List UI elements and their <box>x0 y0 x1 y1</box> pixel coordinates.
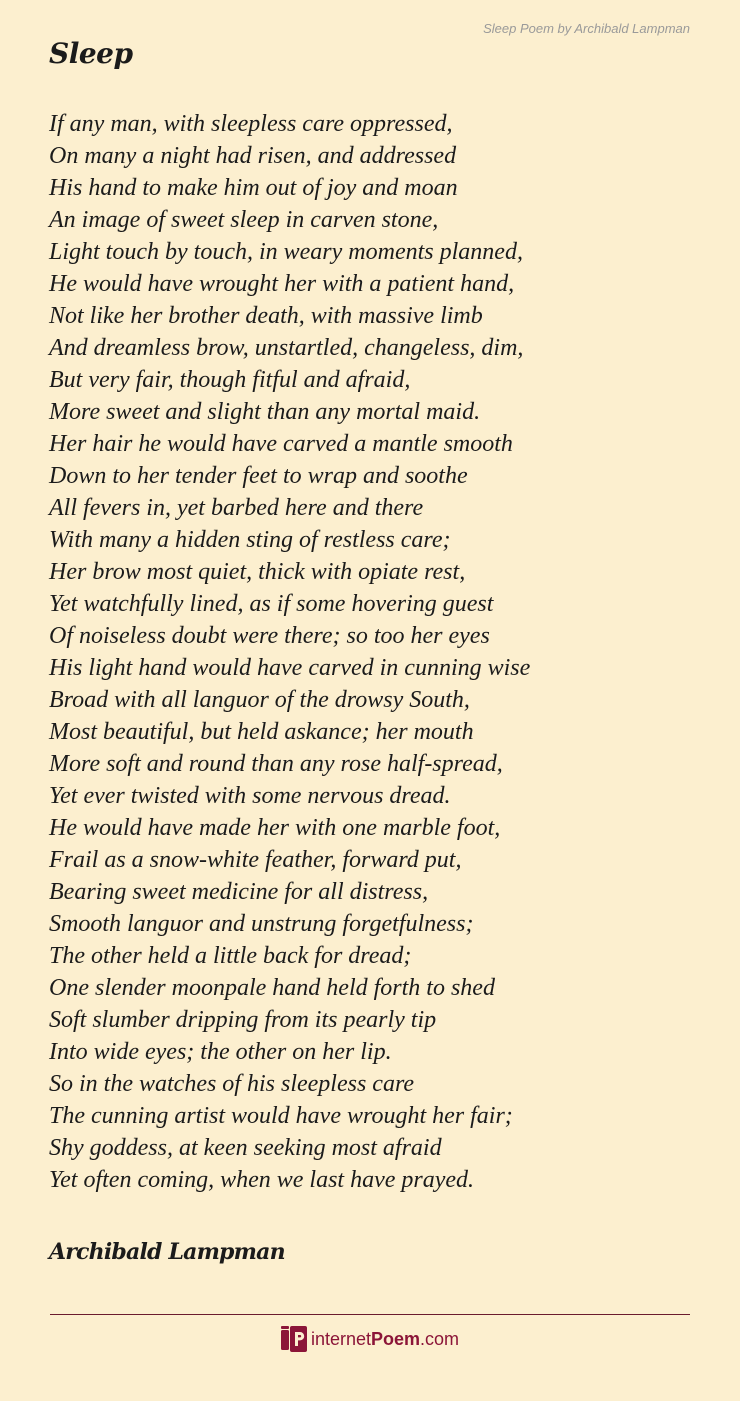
poem-line: Yet watchfully lined, as if some hovering guest <box>49 591 494 617</box>
header-meta: Sleep Poem by Archibald Lampman <box>483 21 690 36</box>
poem-line: Yet ever twisted with some nervous dread. <box>49 783 451 809</box>
poem-line: The other held a little back for dread; <box>49 943 412 969</box>
poem-line: Light touch by touch, in weary moments planned, <box>49 239 523 265</box>
poem-author: Archibald Lampman <box>49 1239 285 1265</box>
poem-line: He would have wrought her with a patient hand, <box>49 271 515 297</box>
poem-line: He would have made her with one marble foot, <box>49 815 501 841</box>
poem-body <box>49 108 709 1196</box>
poem-line: More soft and round than any rose half-spread, <box>49 751 503 777</box>
poem-line: Her brow most quiet, thick with opiate rest, <box>49 559 466 585</box>
poem-line: One slender moonpale hand held forth to shed <box>49 975 495 1001</box>
poem-line: But very fair, though fitful and afraid, <box>49 367 411 393</box>
poem-line: Down to her tender feet to wrap and soothe <box>49 463 468 489</box>
poem-line: His light hand would have carved in cunning wise <box>49 655 531 681</box>
internetpoem-logo-icon <box>281 1326 307 1352</box>
brand-prefix: internet <box>310 1328 371 1349</box>
footer-brand-link[interactable] <box>0 1326 740 1352</box>
poem-line: His hand to make him out of joy and moan <box>49 175 458 201</box>
poem-title: Sleep <box>49 37 133 70</box>
poem-line: So in the watches of his sleepless care <box>49 1071 415 1097</box>
brand-wordmark <box>311 1329 459 1350</box>
poem-line: Her hair he would have carved a mantle smooth <box>49 431 513 457</box>
poem-line: More sweet and slight than any mortal maid. <box>49 399 481 425</box>
poem-line: On many a night had risen, and addressed <box>49 143 457 169</box>
poem-line: Shy goddess, at keen seeking most afraid <box>49 1135 442 1161</box>
poem-line: Smooth languor and unstrung forgetfulness; <box>49 911 474 937</box>
brand-suffix: .com <box>420 1328 460 1349</box>
poem-line: The cunning artist would have wrought her fair; <box>49 1103 513 1129</box>
poem-line: All fevers in, yet barbed here and there <box>49 495 424 521</box>
poem-line: Into wide eyes; the other on her lip. <box>49 1039 392 1065</box>
poem-line: And dreamless brow, unstartled, changeless, dim, <box>49 335 524 361</box>
poem-line: Frail as a snow-white feather, forward put, <box>49 847 462 873</box>
poem-line: Most beautiful, but held askance; her mouth <box>49 719 474 745</box>
poem-line: With many a hidden sting of restless care; <box>49 527 451 553</box>
poem-line: Soft slumber dripping from its pearly tip <box>49 1007 437 1033</box>
poem-line: Of noiseless doubt were there; so too her eyes <box>49 623 490 649</box>
poem-line: Bearing sweet medicine for all distress, <box>49 879 429 905</box>
footer-divider <box>50 1314 690 1315</box>
poem-line: If any man, with sleepless care oppressed, <box>49 111 453 137</box>
brand-bold: Poem <box>371 1328 421 1349</box>
poem-line: Yet often coming, when we last have prayed. <box>49 1167 475 1193</box>
poem-line: Not like her brother death, with massive limb <box>49 303 483 329</box>
poem-line: Broad with all languor of the drowsy South, <box>49 687 470 713</box>
poem-line: An image of sweet sleep in carven stone, <box>49 207 439 233</box>
